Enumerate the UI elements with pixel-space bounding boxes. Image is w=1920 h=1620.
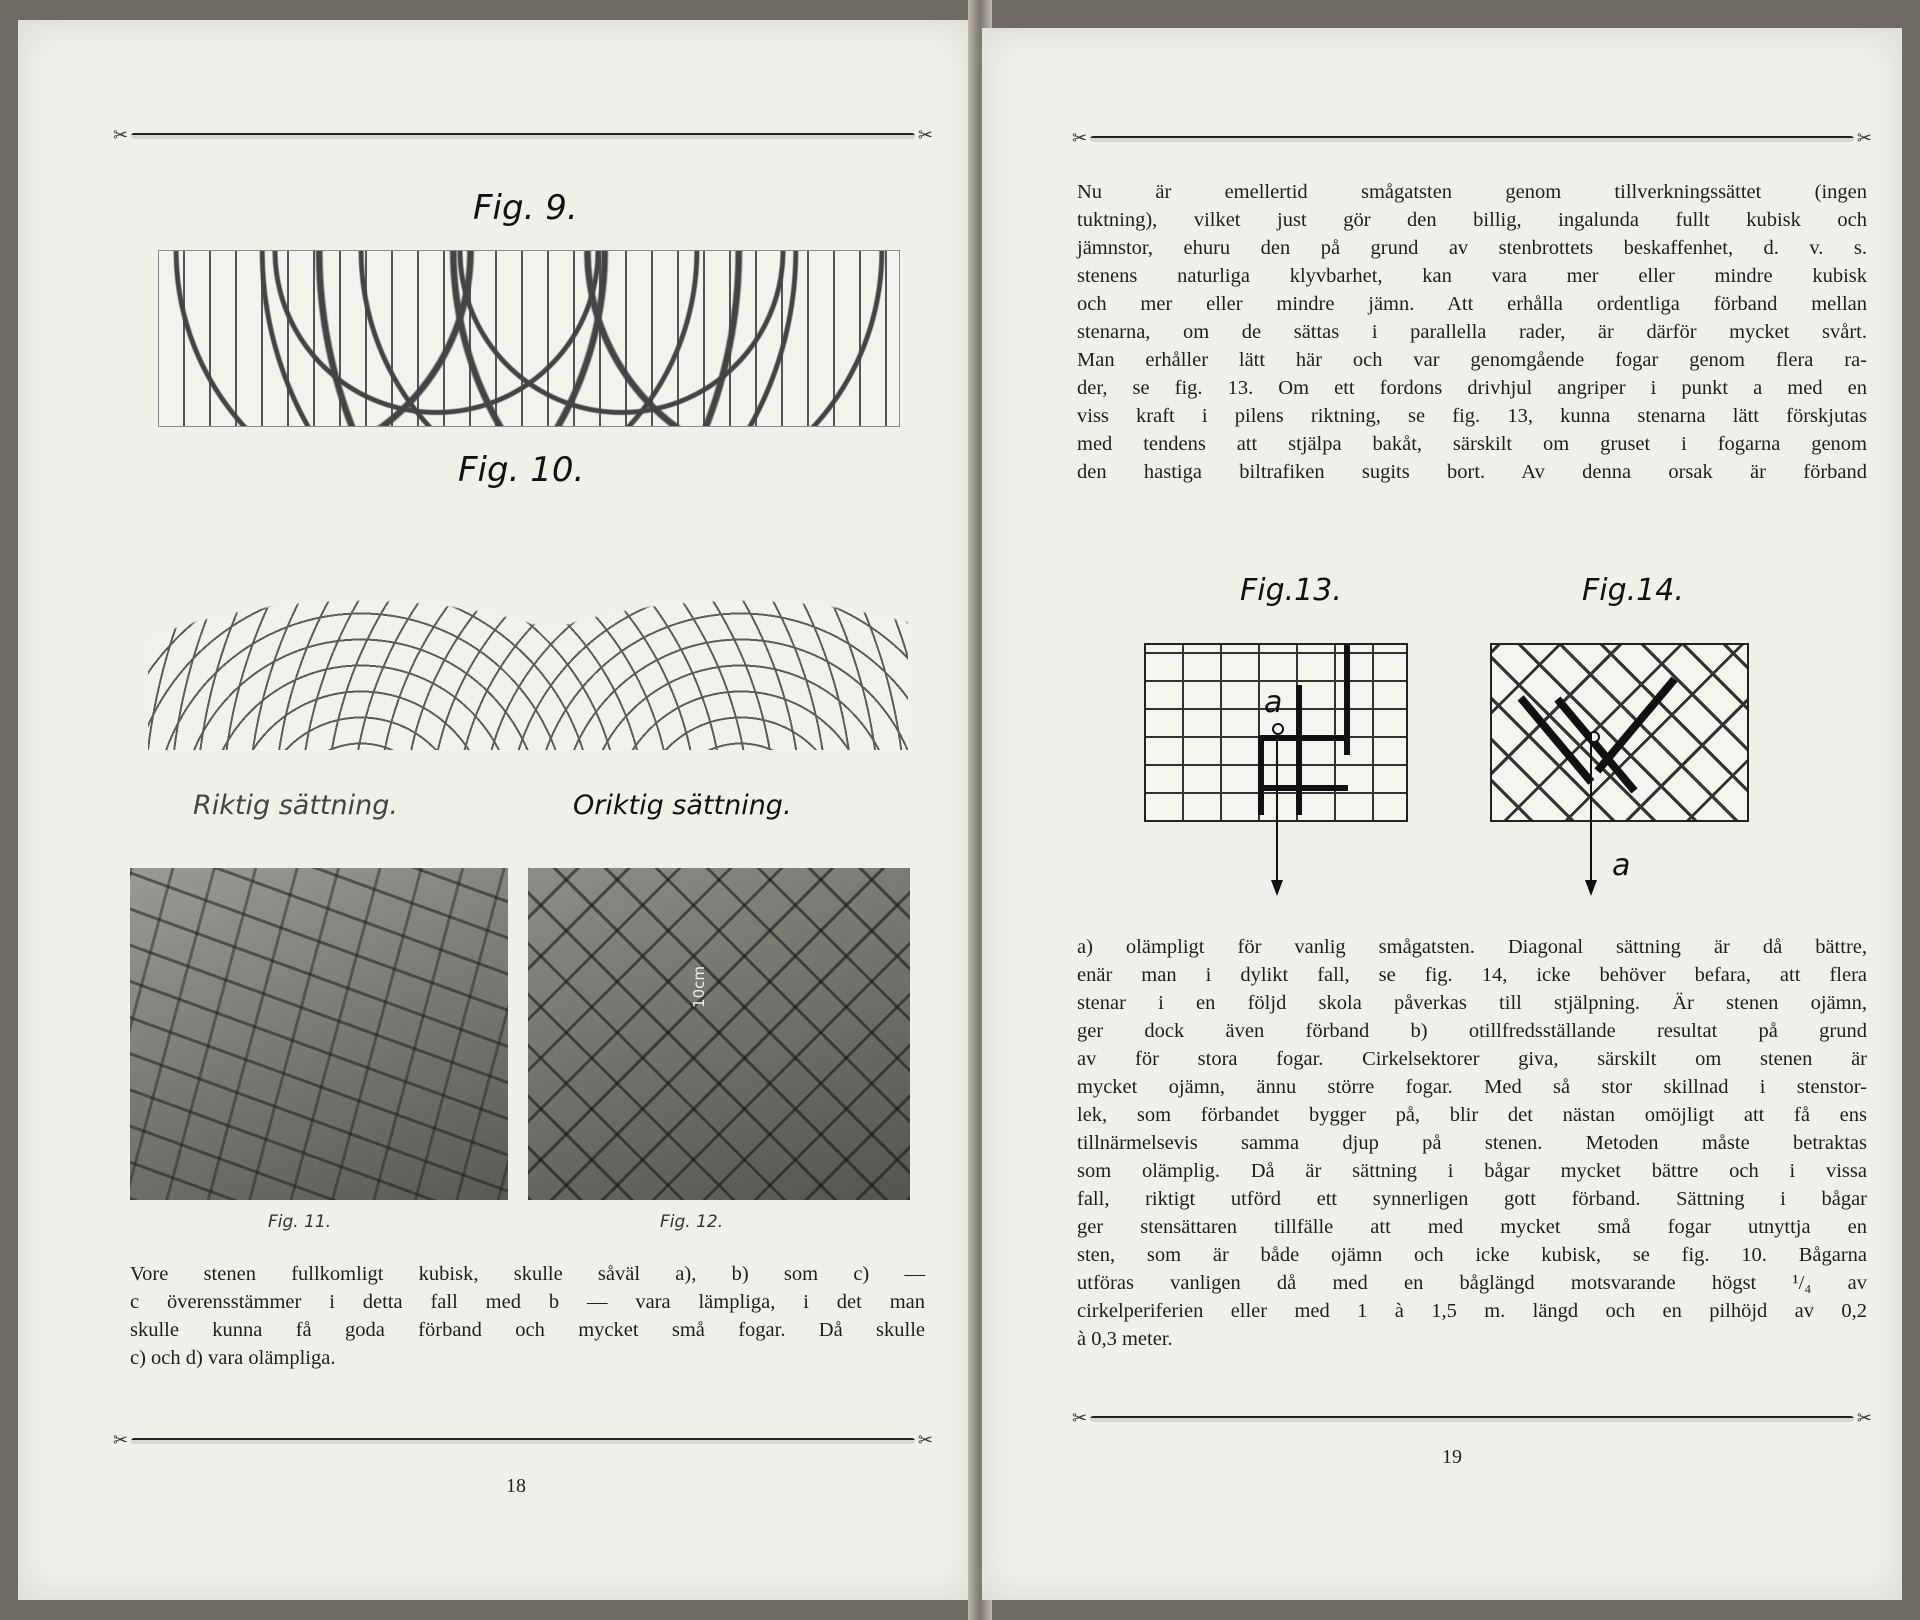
arrow-down-icon [1271,880,1283,896]
text-line: tuktning), vilket just gör den billig, ingalunda fullt kubisk och [1077,209,1867,231]
text-line: c överensstämmer i detta fall med b — vara lämpliga, i det man [130,1291,925,1313]
text-line: mycket ojämn, ännu större fogar. Med så stor skillnad i stenstor- [1077,1076,1867,1098]
text-line: enär man i dylikt fall, se fig. 14, icke behöver befara, att flera [1077,964,1867,986]
text-line: som olämplig. Då är sättning i bågar mycket bättre och i vissa [1077,1160,1867,1182]
text-line: tillnärmelsevis samma djup på stenen. Metoden måste betraktas [1077,1132,1867,1154]
text-line: stenens naturliga klyvbarhet, kan vara mer eller mindre kubisk [1077,265,1867,287]
text-line: a) olämpligt för vanlig smågatsten. Diagonal sättning är då bättre, [1077,936,1867,958]
left-paragraph [130,1260,925,1372]
rule-ornament-icon: ✂ [1856,128,1872,149]
right-paragraph-1 [1077,178,1867,486]
text-line: och mer eller mindre jämn. Att erhålla ordentliga förband mellan [1077,293,1867,315]
caption-correct-setting: Riktig sättning. [193,790,398,821]
text-line: der, se fig. 13. Om ett fordons drivhjul angriper i punkt a med en [1077,377,1867,399]
fig11-photo [130,868,508,1200]
text-line: ger stensättaren tillfälle att med mycket små fogar utnyttja en [1077,1216,1867,1238]
text-line: fall, riktigt utförd ett synnerligen gott förband. Sättning i bågar [1077,1188,1867,1210]
page-number-left: 18 [506,1475,526,1497]
text-line: Man erhåller lätt här och var genomgående fogar genom flera ra- [1077,349,1867,371]
fig10-fan-pattern [148,515,908,750]
text-line: ger dock även förband b) otillfredsställande resultat på grund [1077,1020,1867,1042]
top-rule-right [1072,128,1872,150]
arrow-down-icon [1585,880,1597,896]
text-line: skulle kunna få goda förband och mycket små fogar. Då skulle [130,1319,925,1341]
fig9-label: Fig. 9. [473,188,578,228]
rule-ornament-icon: ✂ [1856,1408,1872,1429]
fig10-label: Fig. 10. [458,450,585,490]
text-line: den hastiga biltrafiken sugits bort. Av denna orsak är förband [1077,461,1867,483]
text-line: cirkelperiferien eller med 1 à 1,5 m. längd och en pilhöjd av 0,2 [1077,1300,1867,1322]
fig14-diagram [1490,643,1749,822]
rule-ornament-icon: ✂ [113,1430,129,1451]
text-line: lek, som förbandet bygger på, blir det nästan omöjligt att få ens [1077,1104,1867,1126]
text-line: jämnstor, ehuru den på grund av stenbrottets beskaffenhet, d. v. s. [1077,237,1867,259]
rule-ornament-icon: ✂ [917,125,933,146]
rule-ornament-icon: ✂ [1072,1408,1088,1429]
rule-ornament-icon: ✂ [917,1430,933,1451]
bottom-rule-left [113,1430,933,1452]
fig12-label: Fig. 12. [660,1212,724,1232]
text-line: Vore stenen fullkomligt kubisk, skulle såväl a), b) som c) — [130,1263,925,1285]
right-page [982,28,1902,1600]
fig9-arch-pattern [158,250,900,427]
fig13-point-label: a [1264,685,1283,720]
text-line: viss kraft i pilens riktning, se fig. 13, kunna stenarna lätt förskjutas [1077,405,1867,427]
rule-ornament-icon: ✂ [113,125,129,146]
right-paragraph-2 [1077,933,1867,1353]
fig12-photo [528,868,910,1200]
top-rule-left [113,125,933,147]
text-line: Nu är emellertid smågatsten genom tillverkningssättet (ingen [1077,181,1867,203]
text-line: stenarna, om de sättas i parallella rader, är därför mycket svårt. [1077,321,1867,343]
text-line: av för stora fogar. Cirkelsektorer giva, särskilt om stenen är [1077,1048,1867,1070]
bottom-rule-right [1072,1408,1872,1430]
text-line: c) och d) vara olämpliga. [130,1347,336,1369]
photo-scale-mark: 10cm [689,966,708,1008]
fig14-point-label: a [1612,848,1631,883]
fig11-label: Fig. 11. [268,1212,332,1232]
text-line: med tendens att stjälpa bakåt, särskilt om gruset i fogarna genom [1077,433,1867,455]
page-number-right: 19 [1442,1446,1462,1468]
text-line: sten, som är både ojämn och icke kubisk, se fig. 10. Bågarna [1077,1244,1867,1266]
rule-ornament-icon: ✂ [1072,128,1088,149]
caption-incorrect-setting: Oriktig sättning. [573,790,792,821]
text-line: utföras vanligen då med en båglängd motsvarande högst ¹/₄ av [1077,1272,1867,1294]
left-page [18,20,973,1600]
fig13-label: Fig.13. [1240,573,1342,608]
fig14-label: Fig.14. [1582,573,1684,608]
text-line: à 0,3 meter. [1077,1328,1173,1350]
text-line: stenar i en följd skola påverkas till stjälpning. Är stenen ojämn, [1077,992,1867,1014]
